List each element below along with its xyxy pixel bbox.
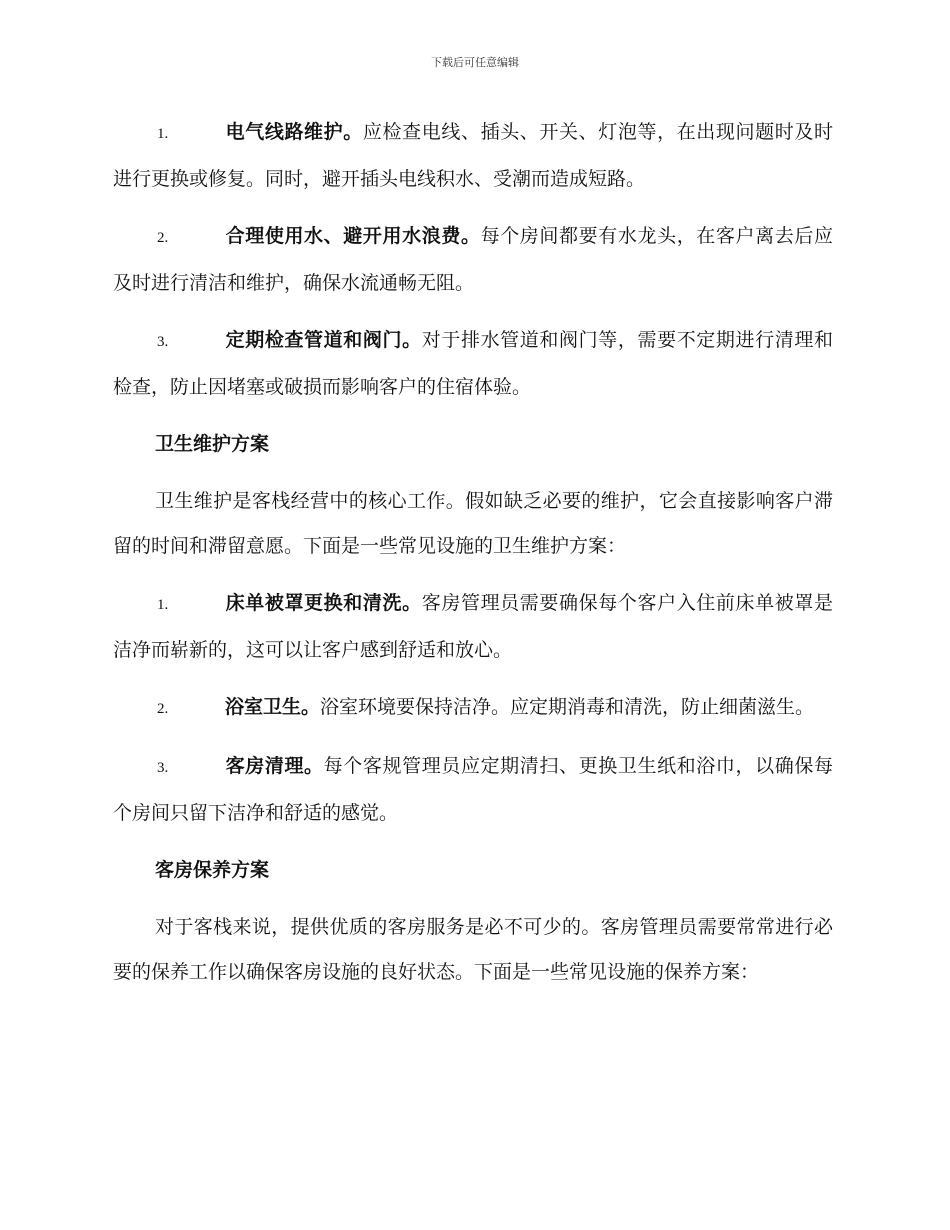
list-number: 2.	[157, 701, 169, 717]
list-number: 3.	[157, 760, 169, 776]
section-intro-hygiene: 卫生维护是客栈经营中的核心工作。假如缺乏必要的维护，它会直接影响客户滞留的时间和滞留意愿。下面是一些常见设施的卫生维护方案：	[113, 490, 833, 557]
list-item	[113, 685, 833, 732]
list-item-lead: 客房清理。	[225, 755, 324, 777]
list-item	[113, 581, 833, 673]
list-number: 1.	[157, 597, 169, 613]
list-item-lead: 定期检查管道和阀门。	[225, 329, 422, 351]
page-header: 下载后可任意编辑	[431, 56, 519, 69]
document-body	[113, 110, 833, 1007]
section-intro-maintenance: 对于客栈来说，提供优质的客房服务是必不可少的。客房管理员需要常常进行必要的保养工作以确保客房设施的良好状态。下面是一些常见设施的保养方案：	[113, 916, 833, 983]
list-number: 1.	[157, 126, 169, 142]
list-item-text: 每个客规管理员应定期清扫、更换卫生纸和浴巾，以确保每个房间只留下洁净和舒适的感觉。	[113, 755, 833, 824]
list-item-text: 浴室环境要保持洁净。应定期消毒和清洗，防止细菌滋生。	[320, 696, 815, 718]
list-item	[113, 110, 833, 202]
list-item	[113, 214, 833, 306]
list-item-text: 每个房间都要有水龙头，在客户离去后应及时进行清洁和维护，确保水流通畅无阻。	[113, 225, 833, 294]
list-item-text: 对于排水管道和阀门等，需要不定期进行清理和检查，防止因堵塞或破损而影响客户的住宿体验。	[113, 329, 833, 398]
list-item	[113, 744, 833, 836]
list-item-lead: 床单被罩更换和清洗。	[225, 592, 422, 614]
list-item	[113, 318, 833, 410]
section-heading-hygiene: 卫生维护方案	[155, 433, 270, 455]
list-item-lead: 电气线路维护。	[225, 121, 363, 143]
list-item-text: 应检查电线、插头、开关、灯泡等，在出现问题时及时进行更换或修复。同时，避开插头电线积水、受潮而造成短路。	[113, 121, 833, 190]
list-item-text: 客房管理员需要确保每个客户入住前床单被罩是洁净而崭新的，这可以让客户感到舒适和放心。	[113, 592, 833, 661]
list-item-lead: 浴室卫生。	[225, 696, 321, 718]
list-number: 2.	[157, 230, 169, 246]
list-item-lead: 合理使用水、避开用水浪费。	[225, 225, 481, 247]
section-heading-maintenance: 客房保养方案	[155, 859, 270, 881]
list-number: 3.	[157, 334, 169, 350]
